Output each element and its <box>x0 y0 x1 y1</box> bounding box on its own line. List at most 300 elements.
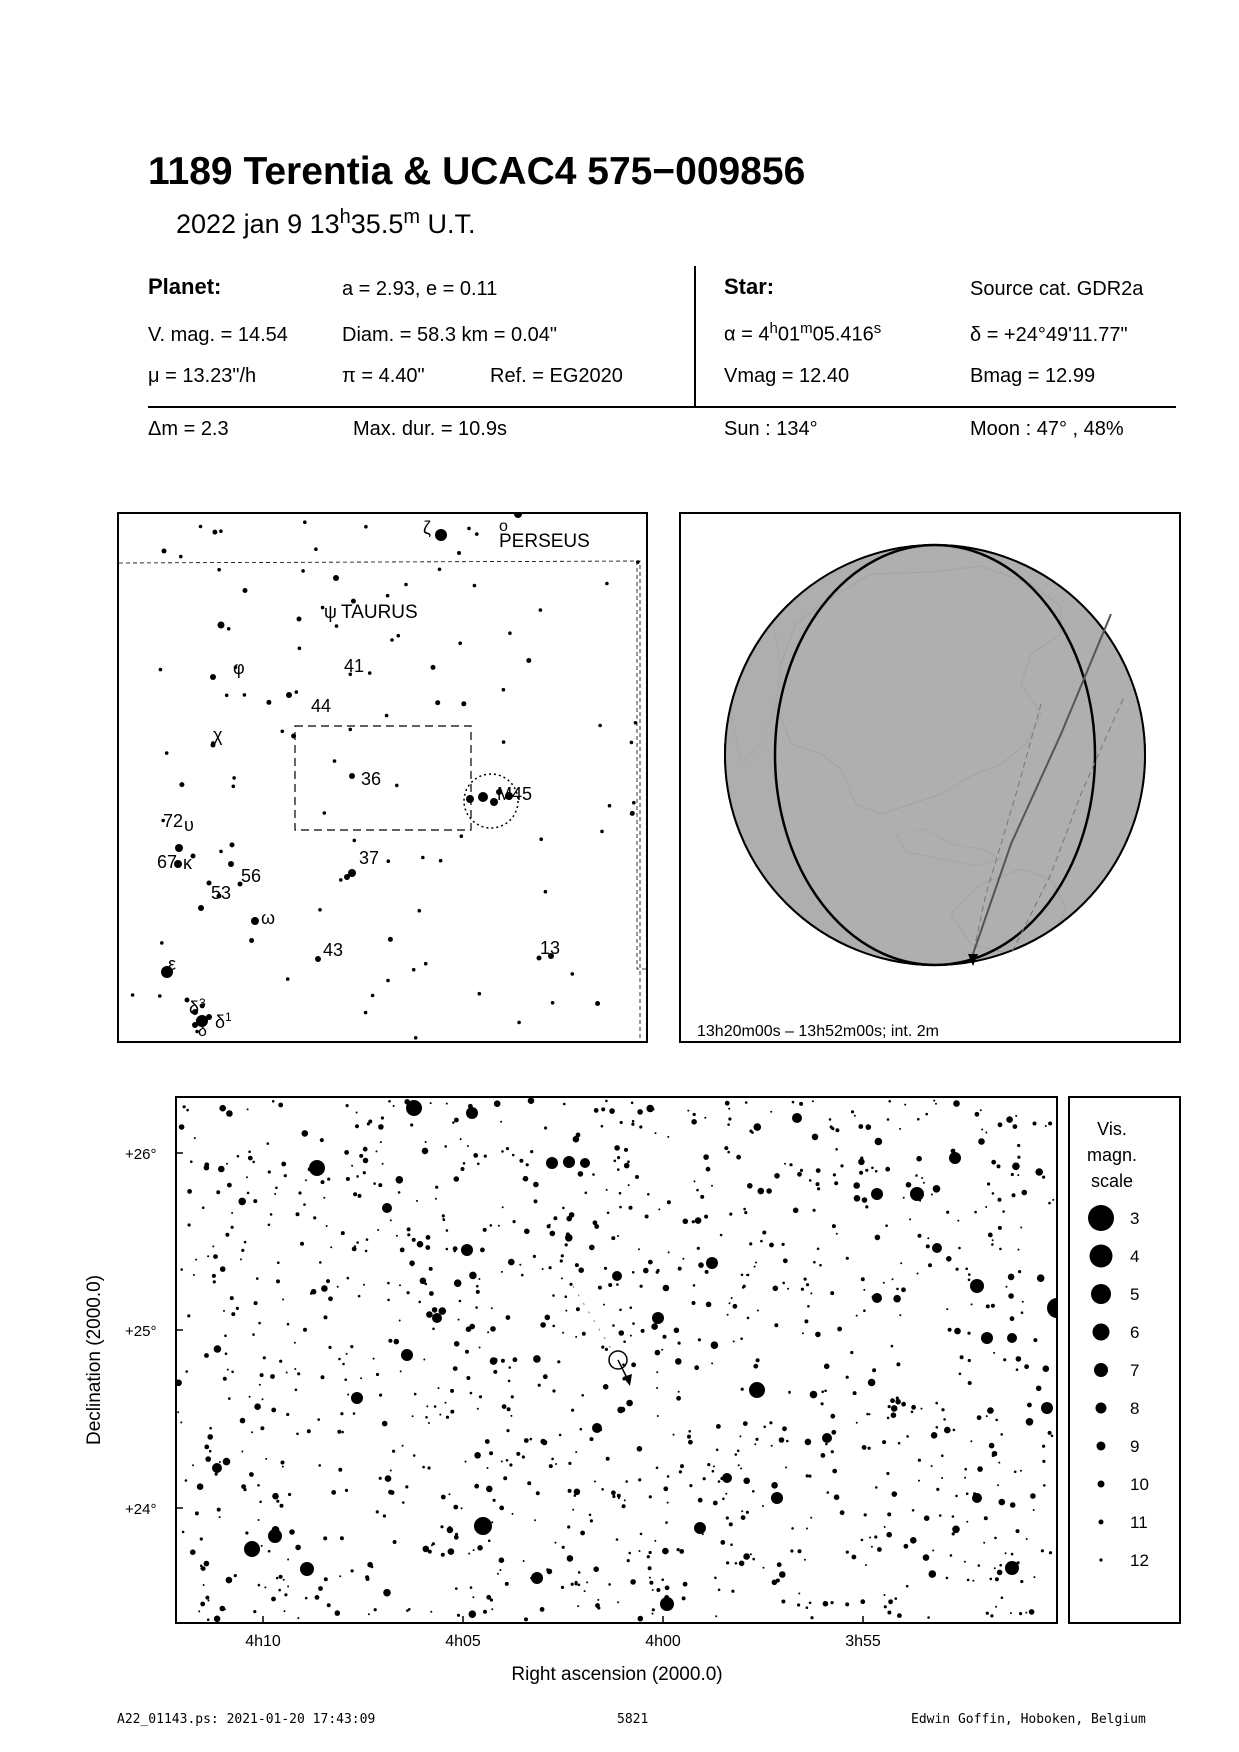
finder-star <box>457 551 461 555</box>
detail-star <box>773 1286 779 1292</box>
scale-label: 4 <box>1130 1247 1140 1266</box>
planet-parallax: π = 4.40" <box>342 365 425 387</box>
detail-star <box>346 1177 350 1181</box>
detail-star <box>1030 1493 1036 1499</box>
detail-star <box>631 1362 636 1367</box>
detail-star <box>926 1244 930 1248</box>
detail-star <box>521 1274 524 1277</box>
detail-star <box>236 1307 239 1310</box>
detail-star <box>568 1489 572 1493</box>
detail-star <box>474 1517 492 1535</box>
scale-dot <box>1096 1403 1107 1414</box>
detail-star <box>549 1464 553 1468</box>
detail-star <box>859 1171 863 1175</box>
detail-star <box>586 1581 588 1583</box>
detail-star <box>715 1615 717 1617</box>
detail-star <box>950 1554 953 1557</box>
detail-star <box>892 1278 894 1280</box>
finder-star <box>298 647 302 651</box>
detail-star <box>212 1245 214 1247</box>
detail-star <box>875 1138 883 1146</box>
detail-star <box>454 1535 459 1540</box>
detail-star <box>1008 1293 1014 1299</box>
planet-motion: μ = 13.23"/h <box>148 365 257 387</box>
detail-star <box>383 1514 386 1517</box>
detail-star <box>246 1176 248 1178</box>
detail-star <box>207 1434 213 1440</box>
detail-star <box>647 1555 650 1558</box>
detail-star <box>821 1391 824 1394</box>
detail-star <box>850 1351 853 1354</box>
detail-star <box>779 1437 785 1443</box>
detail-star <box>429 1267 433 1271</box>
detail-star <box>1006 1116 1013 1123</box>
detail-star <box>957 1220 959 1222</box>
detail-star <box>787 1288 789 1290</box>
detail-star <box>193 1274 195 1276</box>
detail-star <box>177 1411 179 1413</box>
detail-star <box>392 1450 395 1453</box>
label-phi: φ <box>233 658 245 678</box>
detail-star <box>999 1499 1006 1506</box>
detail-star <box>356 1112 358 1114</box>
finder-star <box>353 839 357 843</box>
finder-star <box>508 631 512 635</box>
detail-star <box>762 1505 764 1507</box>
detail-star <box>679 1470 682 1473</box>
scale-items <box>1088 1205 1149 1570</box>
detail-star <box>720 1477 723 1480</box>
detail-star <box>791 1527 794 1530</box>
detail-star <box>388 1490 393 1495</box>
detail-star <box>749 1130 752 1133</box>
x-tick-4h10: 4h10 <box>245 1633 281 1650</box>
detail-star <box>998 1122 1003 1127</box>
detail-star <box>585 1192 588 1195</box>
detail-star <box>698 1498 703 1503</box>
detail-star <box>501 1460 503 1462</box>
detail-star <box>866 1124 872 1130</box>
detail-star <box>600 1429 603 1432</box>
detail-star <box>352 1247 357 1252</box>
detail-star <box>342 1363 345 1366</box>
detail-star <box>793 1208 799 1214</box>
detail-star <box>432 1328 435 1331</box>
detail-star <box>469 1324 475 1330</box>
detail-star <box>713 1465 715 1467</box>
detail-star <box>667 1502 669 1504</box>
detail-star <box>425 1416 428 1419</box>
detail-star <box>704 1117 706 1119</box>
detail-star <box>484 1155 487 1158</box>
detail-star <box>1049 1551 1052 1554</box>
scale-dot <box>1099 1520 1104 1525</box>
detail-star <box>594 1481 596 1483</box>
detail-star <box>749 1242 752 1245</box>
detail-star <box>781 1600 785 1604</box>
detail-star <box>317 1418 320 1421</box>
finder-star <box>571 972 575 976</box>
detail-star <box>502 1404 507 1409</box>
detail-star <box>376 1150 378 1152</box>
detail-star <box>422 1148 429 1155</box>
detail-star <box>409 1260 415 1266</box>
detail-star <box>786 1440 789 1443</box>
detail-star <box>608 1583 611 1586</box>
detail-star <box>664 1595 669 1600</box>
detail-star <box>967 1579 970 1582</box>
detail-star <box>869 1537 871 1539</box>
finder-star <box>368 671 372 675</box>
detail-star <box>931 1465 933 1467</box>
detail-star <box>508 1366 511 1369</box>
detail-star <box>901 1287 906 1292</box>
detail-star <box>831 1430 836 1435</box>
detail-star <box>338 1468 342 1472</box>
detail-star <box>909 1218 911 1220</box>
detail-star <box>887 1512 891 1516</box>
detail-star <box>226 1577 233 1584</box>
detail-star <box>220 1606 226 1612</box>
detail-star <box>555 1463 557 1465</box>
detail-star <box>594 1224 599 1229</box>
detail-star <box>617 1601 619 1603</box>
detail-star <box>493 1358 498 1363</box>
detail-star <box>627 1160 630 1163</box>
detail-star <box>249 1396 251 1398</box>
detail-star <box>399 1320 401 1322</box>
finder-star <box>249 938 254 943</box>
detail-star <box>747 1317 750 1320</box>
detail-star <box>904 1544 909 1549</box>
detail-star <box>1016 1529 1020 1533</box>
detail-star <box>729 1213 732 1216</box>
detail-star <box>637 1446 643 1452</box>
footer-number: 5821 <box>617 1712 649 1727</box>
detail-star <box>483 1228 487 1232</box>
detail-star <box>771 1482 778 1489</box>
detail-star <box>804 1319 808 1323</box>
detail-star <box>566 1232 570 1236</box>
detail-star <box>407 1227 411 1231</box>
detail-star <box>626 1400 633 1407</box>
detail-star <box>898 1442 901 1445</box>
detail-star <box>984 1516 988 1520</box>
detail-star <box>526 1163 529 1166</box>
detail-star <box>479 1395 482 1398</box>
detail-star <box>648 1566 652 1570</box>
detail-star <box>946 1308 948 1310</box>
detail-star <box>490 1326 496 1332</box>
detail-star <box>589 1245 595 1251</box>
detail-star <box>225 1233 229 1237</box>
finder-star <box>364 525 368 529</box>
detail-field-outline <box>295 726 471 830</box>
detail-star <box>832 1469 837 1474</box>
finder-star <box>636 560 640 564</box>
finder-star <box>266 700 271 705</box>
detail-star <box>656 1387 658 1389</box>
detail-star <box>506 1315 511 1320</box>
detail-star <box>458 1319 460 1321</box>
detail-star <box>861 1539 864 1542</box>
detail-star <box>431 1544 433 1546</box>
detail-star <box>358 1194 362 1198</box>
finder-star <box>386 979 390 983</box>
detail-star <box>466 1376 470 1380</box>
asteroid-track <box>573 1286 613 1352</box>
detail-star <box>1048 1122 1052 1126</box>
detail-star <box>688 1430 691 1433</box>
detail-star <box>910 1537 917 1544</box>
detail-star <box>223 1458 231 1466</box>
detail-star <box>260 1426 264 1430</box>
detail-star <box>836 1233 838 1235</box>
detail-star <box>892 1491 898 1497</box>
detail-star <box>580 1531 585 1536</box>
detail-star <box>561 1586 564 1589</box>
detail-star <box>901 1402 906 1407</box>
detail-star <box>347 1277 350 1280</box>
detail-star <box>388 1100 391 1103</box>
detail-star <box>862 1197 868 1203</box>
detail-star <box>665 1585 670 1590</box>
finder-star <box>595 1001 600 1006</box>
detail-star <box>417 1241 424 1248</box>
detail-star <box>355 1124 359 1128</box>
finder-star <box>467 527 471 531</box>
detail-star <box>180 1268 183 1271</box>
finder-star <box>297 617 302 622</box>
star-bmag: Bmag = 12.99 <box>970 365 1096 387</box>
detail-star <box>200 1602 205 1607</box>
detail-star <box>323 1536 327 1540</box>
detail-star <box>949 1152 961 1164</box>
detail-star <box>770 1111 772 1113</box>
detail-star <box>276 1279 280 1283</box>
detail-star <box>608 1283 612 1287</box>
detail-star <box>630 1335 632 1337</box>
detail-star <box>1043 1365 1050 1372</box>
detail-star <box>624 1499 626 1501</box>
detail-star <box>327 1603 331 1607</box>
detail-star <box>374 1608 377 1611</box>
detail-star <box>953 1100 960 1107</box>
detail-star <box>871 1167 874 1170</box>
detail-star <box>452 1121 455 1124</box>
detail-star <box>628 1552 631 1555</box>
detail-star <box>606 1457 610 1461</box>
detail-star <box>214 1345 222 1353</box>
detail-star <box>533 1255 536 1258</box>
detail-star <box>213 1280 216 1283</box>
detail-star <box>747 1274 750 1277</box>
detail-star <box>209 1427 212 1430</box>
detail-star <box>491 1608 493 1610</box>
detail-star <box>861 1277 865 1281</box>
finder-star <box>315 956 321 962</box>
detail-star <box>827 1491 830 1494</box>
moon-info: Moon : 47° , 48% <box>970 418 1124 440</box>
detail-star <box>896 1288 899 1291</box>
finder-star <box>458 641 462 645</box>
detail-star <box>749 1382 765 1398</box>
detail-star <box>223 1310 225 1312</box>
detail-star <box>1033 1338 1037 1342</box>
detail-star <box>288 1493 291 1496</box>
detail-star <box>326 1225 328 1227</box>
detail-star <box>279 1360 282 1363</box>
label-psi: ψ <box>324 602 337 622</box>
detail-star <box>923 1182 925 1184</box>
detail-star <box>946 1211 949 1214</box>
detail-star <box>271 1597 276 1602</box>
detail-star <box>774 1323 778 1327</box>
info-divider-horizontal <box>148 406 1176 408</box>
scale-label: 12 <box>1130 1551 1149 1570</box>
finder-star <box>158 994 162 998</box>
detail-star <box>724 1146 728 1150</box>
detail-star <box>204 1445 209 1450</box>
detail-star <box>941 1477 943 1479</box>
detail-star <box>584 1590 586 1592</box>
x-axis-label: Right ascension (2000.0) <box>511 1664 723 1685</box>
detail-star <box>296 1433 299 1436</box>
detail-star <box>261 1545 263 1547</box>
detail-star <box>921 1408 923 1410</box>
finder-star <box>424 962 428 966</box>
detail-star <box>308 1167 312 1171</box>
detail-star <box>569 1212 575 1218</box>
detail-star <box>952 1515 955 1518</box>
detail-star <box>810 1391 818 1399</box>
detail-star <box>219 1516 221 1518</box>
detail-star <box>523 1176 529 1182</box>
detail-star <box>388 1339 392 1343</box>
detail-star <box>545 1315 551 1321</box>
detail-star <box>337 1286 339 1288</box>
detail-star <box>986 1612 989 1615</box>
detail-star <box>303 1328 307 1332</box>
constellation-boundary-east <box>637 561 646 969</box>
detail-star <box>487 1331 489 1333</box>
detail-star <box>501 1359 505 1363</box>
detail-star <box>640 1533 643 1536</box>
detail-star <box>425 1141 427 1143</box>
detail-star <box>854 1195 861 1202</box>
detail-star <box>282 1299 284 1301</box>
detail-star <box>755 1262 757 1264</box>
detail-star <box>278 1589 281 1592</box>
detail-star <box>463 1162 466 1165</box>
detail-star <box>307 1429 311 1433</box>
detail-star <box>534 1199 538 1203</box>
detail-star <box>432 1313 442 1323</box>
detail-star <box>590 1519 593 1522</box>
detail-star <box>326 1279 330 1283</box>
scale-dot <box>1094 1363 1108 1377</box>
detail-star <box>932 1550 934 1552</box>
detail-star <box>819 1264 822 1267</box>
detail-star <box>665 1521 668 1524</box>
detail-star <box>810 1517 812 1519</box>
detail-star <box>562 1332 564 1334</box>
detail-star <box>840 1510 845 1515</box>
detail-star <box>865 1205 868 1208</box>
detail-star <box>890 1398 895 1403</box>
detail-star <box>990 1614 993 1617</box>
detail-star <box>652 1608 655 1611</box>
finder-star <box>160 941 164 945</box>
detail-star <box>603 1384 609 1390</box>
detail-star <box>835 1148 838 1151</box>
detail-star <box>430 1102 432 1104</box>
detail-star <box>978 1138 985 1145</box>
detail-star <box>682 1258 684 1260</box>
scale-title-line1: Vis. <box>1097 1119 1127 1139</box>
finder-star <box>539 837 543 841</box>
detail-star <box>208 1600 210 1602</box>
detail-star <box>446 1248 449 1251</box>
finder-star <box>598 724 602 728</box>
detail-star <box>321 1180 325 1184</box>
detail-star <box>595 1603 600 1608</box>
detail-star <box>928 1263 932 1267</box>
detail-star <box>964 1561 966 1563</box>
detail-star <box>248 1150 251 1153</box>
detail-star <box>970 1440 972 1442</box>
detail-star <box>737 1450 740 1453</box>
finder-star <box>251 917 259 925</box>
finder-star <box>218 622 225 629</box>
detail-star <box>289 1529 295 1535</box>
detail-star <box>382 1163 384 1165</box>
detail-star <box>203 1584 205 1586</box>
detail-star <box>218 1166 225 1173</box>
detail-star <box>1014 1471 1017 1474</box>
detail-star <box>1018 1249 1020 1251</box>
detail-star <box>476 1285 479 1288</box>
detail-star <box>287 1586 289 1588</box>
detail-star <box>991 1304 995 1308</box>
detail-star <box>935 1103 937 1105</box>
detail-star <box>662 1548 669 1555</box>
detail-stars <box>177 1098 1056 1622</box>
detail-star <box>519 1264 521 1266</box>
detail-star <box>896 1362 900 1366</box>
detail-star <box>440 1525 443 1528</box>
detail-star <box>661 1349 663 1351</box>
detail-star <box>899 1314 901 1316</box>
detail-star <box>877 1547 882 1552</box>
detail-star <box>824 1364 830 1370</box>
detail-star <box>282 1466 284 1468</box>
detail-star <box>995 1419 998 1422</box>
detail-star <box>487 1467 489 1469</box>
label-delta3: $\delta^3$ <box>189 996 206 1018</box>
scale-dot <box>1098 1481 1105 1488</box>
detail-star <box>228 1397 231 1400</box>
detail-star <box>192 1464 194 1466</box>
detail-star <box>363 1171 366 1174</box>
finder-star <box>397 634 401 638</box>
detail-star <box>253 1199 257 1203</box>
detail-star <box>590 1437 594 1441</box>
detail-star <box>281 1461 285 1465</box>
detail-star <box>986 1304 990 1308</box>
detail-star <box>730 1543 733 1546</box>
detail-star <box>366 1238 369 1241</box>
